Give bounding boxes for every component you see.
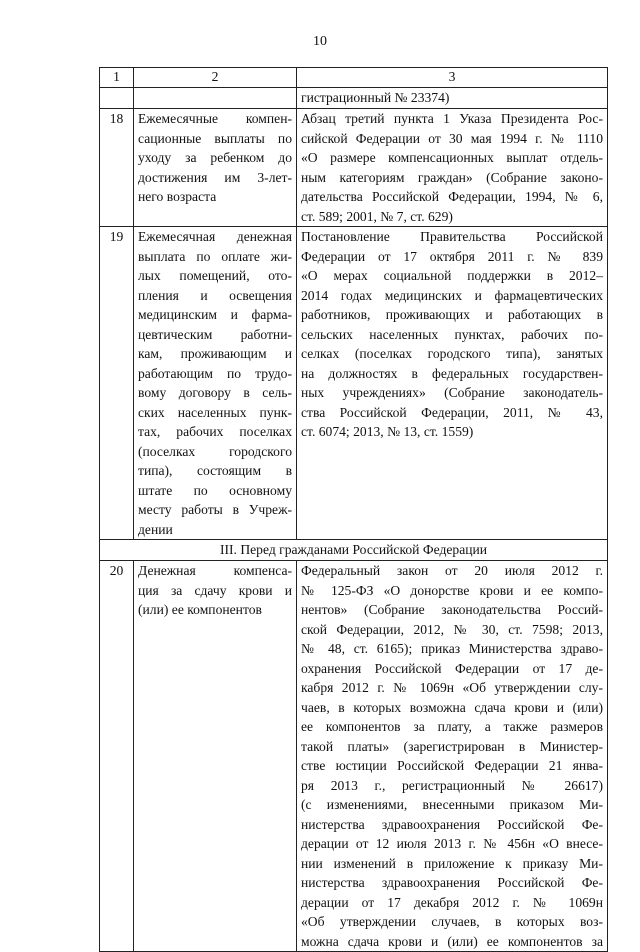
legal-basis-line: ской Федерации, 2012, № 30, ст. 7598; 2013,: [301, 621, 603, 637]
row-number: 19: [100, 227, 134, 540]
continuation-text: гистрационный № 23374): [297, 88, 608, 109]
payment-name-line: цевтическим работни-: [138, 326, 292, 342]
payment-name-line: медицинским и фарма-: [138, 307, 292, 322]
payment-name-line: тах, рабочих поселках: [138, 424, 292, 439]
column-header-number: 1: [100, 68, 134, 88]
legal-basis-cell: [297, 561, 608, 952]
legal-basis-line: «Об утверждении случаев, в которых воз-: [301, 914, 603, 929]
payment-name-line: выплата по оплате жи-: [138, 248, 292, 264]
legal-basis-line: Федеральный закон от 20 июля 2012 г.: [301, 563, 603, 578]
payment-name-line: Ежемесячные компен-: [138, 111, 292, 126]
legal-basis-line: можна сдача крови и (или) ее компонентов за: [301, 933, 603, 949]
column-header-name: 2: [134, 68, 297, 88]
legal-basis-line: ства Российской Федерации, 2011, № 43,: [301, 404, 603, 420]
payment-name-line: (поселках городского: [138, 443, 292, 459]
legal-basis-line: ря 2013 г., регистрационный № 26617): [301, 777, 603, 793]
legal-basis-line: селках (поселках городского типа), занятых: [301, 346, 603, 361]
legal-basis-line: ст. 589; 2001, № 7, ст. 629): [301, 208, 453, 224]
legal-basis-line: дерации от 12 июля 2013 г. № 456н «О внесе-: [301, 836, 603, 851]
payments-table: [99, 67, 608, 952]
payment-name-line: дении: [138, 521, 173, 537]
legal-basis-line: «О мерах социальной поддержки в 2012–: [301, 268, 603, 283]
legal-basis-line: «О размере компенсационных выплат отдель-: [301, 150, 603, 165]
legal-basis-line: работников, проживающих и работающих в: [301, 307, 603, 322]
continuation-row: [100, 88, 608, 109]
legal-basis-line: ных учреждениях» (Собрание законодатель-: [301, 385, 603, 400]
payment-name-line: ских населенных пунк-: [138, 404, 292, 420]
payment-name-line: пления и освещения: [138, 287, 292, 303]
legal-basis-line: нистерства здравоохранения Российской Фе-: [301, 816, 603, 832]
payment-name-line: кам, проживающим и: [138, 346, 292, 361]
legal-basis-line: (с изменениями, внесенными приказом Ми-: [301, 797, 603, 812]
legal-basis-line: № 125-ФЗ «О донорстве крови и ее компо-: [301, 582, 603, 598]
table-row: [100, 109, 608, 227]
legal-basis-line: ным категориям граждан» (Собрание законо-: [301, 169, 603, 185]
payment-name-line: уходу за ребенком до: [138, 150, 292, 165]
payment-name-line: штате по основному: [138, 482, 292, 498]
legal-basis-line: сельских населенных пунктах, рабочих по-: [301, 326, 603, 342]
payment-name-line: лых помещений, ото-: [138, 268, 292, 283]
table-header-row: [100, 68, 608, 88]
payment-name-line: Ежемесячная денежная: [138, 229, 292, 244]
legal-basis-line: чаев, в которых возможна сдача крови и (или): [301, 699, 603, 715]
column-header-basis: 3: [297, 68, 608, 88]
legal-basis-line: дательства Российской Федерации, 1994, № 6,: [301, 189, 603, 204]
legal-basis-line: нии изменений в приложение к приказу Ми-: [301, 855, 603, 871]
section-header-row: [100, 540, 608, 561]
row-number: 18: [100, 109, 134, 227]
legal-basis-line: нентов» (Собрание законодательства Россий-: [301, 602, 603, 617]
legal-basis-line: Постановление Правительства Российской: [301, 229, 603, 244]
table-row: [100, 561, 608, 952]
legal-basis-line: стве юстиции Российской Федерации 21 янва-: [301, 758, 603, 773]
legal-basis-line: 2014 годах медицинских и фармацевтических: [301, 287, 603, 303]
legal-basis-line: нистерства здравоохранения Российской Фе-: [301, 875, 603, 890]
table-row: [100, 227, 608, 540]
payment-name-line: типа), состоящим в: [138, 463, 292, 478]
payment-name-line: вому договору в сель-: [138, 385, 292, 400]
legal-basis-line: дерации от 17 декабря 2012 г. № 1069н: [301, 894, 603, 910]
payment-name-line: Денежная компенса-: [138, 563, 292, 578]
payment-name-line: сационные выплаты по: [138, 130, 292, 146]
page-number: 10: [313, 34, 327, 49]
legal-basis-line: ст. 6074; 2013, № 13, ст. 1559): [301, 424, 474, 439]
legal-basis-cell: [297, 227, 608, 540]
legal-basis-line: на должностях в федеральных государствен-: [301, 365, 603, 381]
payment-name-cell: [134, 561, 297, 952]
legal-basis-line: такой платы» (зарегистрирован в Министер-: [301, 738, 603, 754]
legal-basis-line: охранения Российской Федерации от 17 де-: [301, 660, 603, 676]
payment-name-line: (или) ее компонентов: [138, 602, 262, 617]
payment-name-cell: [134, 227, 297, 540]
legal-basis-cell: [297, 109, 608, 227]
legal-basis-line: Абзац третий пункта 1 Указа Президента Рос-: [301, 111, 603, 126]
payment-name-line: работающим по трудо-: [138, 365, 292, 381]
legal-basis-line: № 48, ст. 6165); приказ Министерства здраво-: [301, 641, 603, 656]
row-number: 20: [100, 561, 134, 952]
payment-name-line: него возраста: [138, 189, 217, 204]
payment-name-line: достижения им 3-лет-: [138, 169, 292, 185]
legal-basis-line: сийской Федерации от 30 мая 1994 г. № 1110: [301, 130, 603, 146]
payment-name-line: ция за сдачу крови и: [138, 582, 292, 598]
legal-basis-line: Федерации от 17 октября 2011 г. № 839: [301, 248, 603, 264]
section-title: III. Перед гражданами Российской Федерации: [100, 540, 608, 561]
legal-basis-line: ее компонентов за плату, а также размеров: [301, 719, 603, 734]
payment-name-cell: [134, 109, 297, 227]
payment-name-line: месту работы в Учреж-: [138, 502, 292, 517]
legal-basis-line: кабря 2012 г. № 1069н «Об утверждении слу-: [301, 680, 603, 695]
